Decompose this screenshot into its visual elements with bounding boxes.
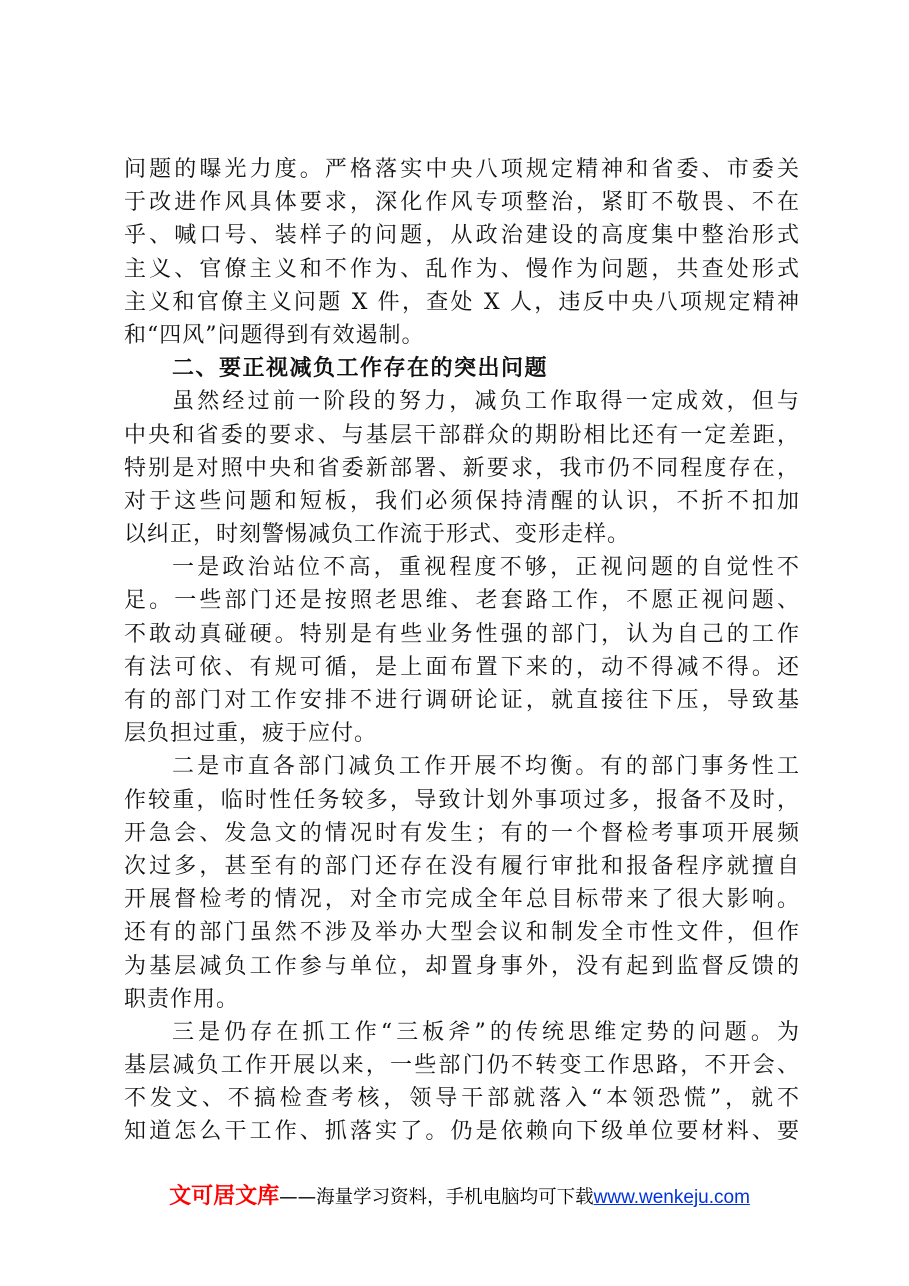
footer-banner	[0, 1182, 909, 1212]
opening-paragraph	[124, 153, 800, 352]
text-line: 中央和省委的要求、与基层干部群众的期盼相比还有一定差距，	[124, 422, 800, 448]
body-paragraph	[124, 385, 800, 551]
body-paragraph	[124, 551, 800, 750]
footer-tagline: ——海量学习资料，手机电脑均可下载	[279, 1187, 594, 1208]
text-line: 为基层减负工作参与单位，却置身事外，没有起到监督反馈的	[124, 953, 800, 979]
section-heading: 二、要正视减负工作存在的突出问题	[172, 356, 549, 382]
text-line: 作较重，临时性任务较多，导致计划外事项过多，报备不及时，	[124, 787, 800, 813]
text-line: 不发文、不搞检查考核，领导干部就落入“本领恐慌”，就不	[124, 1086, 800, 1112]
document-body	[124, 153, 800, 1149]
text-line: 二是市直各部门减负工作开展不均衡。有的部门事务性工	[172, 754, 800, 780]
text-line: 职责作用。	[124, 986, 240, 1012]
text-line: 三是仍存在抓工作“三板斧”的传统思维定势的问题。为	[172, 1019, 800, 1045]
text-line: 于改进作风具体要求，深化作风专项整治，紧盯不敬畏、不在	[124, 190, 800, 216]
text-line: 次过多，甚至有的部门还存在没有履行审批和报备程序就擅自	[124, 853, 800, 879]
text-line: 开展督检考的情况，对全市完成全年总目标带来了很大影响。	[124, 887, 800, 913]
body-paragraph	[124, 1016, 800, 1149]
text-line: 乎、喊口号、装样子的问题，从政治建设的高度集中整治形式	[124, 223, 800, 249]
text-line: 特别是对照中央和省委新部署、新要求，我市仍不同程度存在，	[124, 455, 800, 481]
text-line: 还有的部门虽然不涉及举办大型会议和制发全市性文件，但作	[124, 920, 800, 946]
text-line: 不敢动真碰硬。特别是有些业务性强的部门，认为自己的工作	[124, 621, 800, 647]
text-line: 知道怎么干工作、抓落实了。仍是依赖向下级单位要材料、要	[124, 1119, 800, 1145]
footer-brand: 文可居文库	[169, 1184, 280, 1209]
text-line: 主义、官僚主义和不作为、乱作为、慢作为问题，共查处形式	[124, 256, 800, 282]
paragraph-list	[124, 385, 800, 1148]
text-line: 足。一些部门还是按照老思维、老套路工作，不愿正视问题、	[124, 588, 800, 614]
text-line: 开急会、发急文的情况时有发生；有的一个督检考事项开展频	[124, 820, 800, 846]
text-line: 一是政治站位不高，重视程度不够，正视问题的自觉性不	[172, 555, 800, 581]
text-line: 基层减负工作开展以来，一些部门仍不转变工作思路，不开会、	[124, 1053, 800, 1079]
text-line: 有的部门对工作安排不进行调研论证，就直接往下压，导致基	[124, 688, 800, 713]
text-line: 层负担过重，疲于应付。	[124, 721, 378, 747]
text-line: 和“四风”问题得到有效遏制。	[124, 322, 425, 348]
footer-website-link[interactable]: www.wenkeju.com	[593, 1187, 750, 1208]
text-line: 有法可依、有规可循，是上面布置下来的，动不得减不得。还	[124, 654, 800, 680]
body-paragraph	[124, 750, 800, 1016]
text-line: 主义和官僚主义问题 X 件，查处 X 人，违反中央八项规定精神	[124, 289, 800, 315]
text-line: 问题的曝光力度。严格落实中央八项规定精神和省委、市委关	[124, 157, 800, 182]
text-line: 对于这些问题和短板，我们必须保持清醒的认识，不折不扣加	[124, 488, 800, 514]
text-line: 以纠正，时刻警惕减负工作流于形式、变形走样。	[124, 522, 631, 548]
text-line: 虽然经过前一阶段的努力，减负工作取得一定成效，但与	[172, 389, 800, 415]
